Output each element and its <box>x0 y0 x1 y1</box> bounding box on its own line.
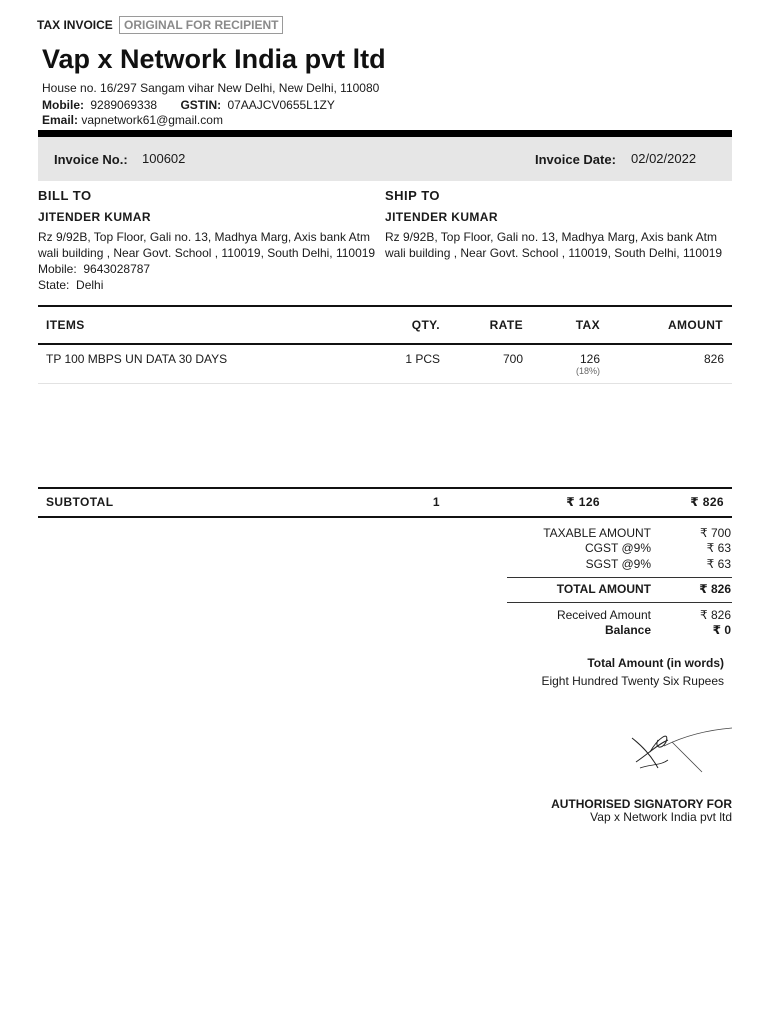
amount-in-words-label: Total Amount (in words) <box>587 656 724 670</box>
col-tax: TAX <box>575 318 600 332</box>
subtotal-amount: ₹ 826 <box>690 495 724 509</box>
items-header-rule <box>38 343 732 345</box>
received-amount: ₹ 826 <box>700 608 731 622</box>
taxable-amount-label: TAXABLE AMOUNT <box>543 526 651 540</box>
row-divider <box>38 383 732 384</box>
col-amount: AMOUNT <box>667 318 723 332</box>
total-amount-label: TOTAL AMOUNT <box>556 582 651 596</box>
doc-type: TAX INVOICE <box>37 18 113 32</box>
item-rate: 700 <box>502 352 523 366</box>
item-tax-rate: (18%) <box>575 366 600 376</box>
total-bottom-rule <box>507 602 732 603</box>
invoice-no-label: Invoice No.: <box>54 152 128 167</box>
ship-to-address-line2: wali building , Near Govt. School , 110019, South Delhi, 110019 <box>385 246 723 260</box>
ship-to-address-line1: Rz 9/92B, Top Floor, Gali no. 13, Madhya Marg, Axis bank Atm <box>385 230 717 244</box>
bill-to-heading: BILL TO <box>38 188 92 203</box>
subtotal-bottom-rule <box>38 516 732 518</box>
ship-to-address <box>385 229 730 261</box>
cgst-amount: ₹ 63 <box>706 541 731 555</box>
company-name: Vap x Network India pvt ltd <box>42 44 386 74</box>
balance-label: Balance <box>604 623 651 637</box>
bill-to-mobile-line <box>38 261 383 277</box>
total-amount: ₹ 826 <box>699 582 731 596</box>
copy-tag: ORIGINAL FOR RECIPIENT <box>119 16 283 34</box>
taxable-amount: ₹ 700 <box>700 526 731 540</box>
company-address: House no. 16/297 Sangam vihar New Delhi, New Delhi, 110080 <box>42 81 380 95</box>
sgst-amount: ₹ 63 <box>706 557 731 571</box>
ship-to-name: JITENDER KUMAR <box>385 210 498 224</box>
bill-to-address-line2: wali building , Near Govt. School , 110019, South Delhi, 110019 <box>38 246 376 260</box>
bill-to-address <box>38 229 383 293</box>
item-tax: 126 <box>579 352 600 366</box>
item-amount: 826 <box>703 352 724 366</box>
subtotal-qty: 1 <box>432 495 440 509</box>
company-gstin: 07AAJCV0655L1ZY <box>227 98 335 112</box>
bill-to-mobile-label: Mobile: <box>38 262 77 276</box>
signatory-label: AUTHORISED SIGNATORY FOR <box>551 797 732 811</box>
amount-in-words: Eight Hundred Twenty Six Rupees <box>541 674 724 688</box>
signature-image <box>628 724 734 776</box>
items-table-top-rule <box>38 305 732 307</box>
col-items: ITEMS <box>46 318 85 332</box>
email-label: Email: <box>42 113 79 127</box>
signatory-company: Vap x Network India pvt ltd <box>590 810 732 824</box>
subtotal-tax: ₹ 126 <box>566 495 600 509</box>
gstin-label: GSTIN: <box>180 98 222 112</box>
bill-to-name: JITENDER KUMAR <box>38 210 151 224</box>
company-contact-line <box>42 98 335 112</box>
header-divider <box>38 130 732 137</box>
invoice-date-label: Invoice Date: <box>535 152 616 167</box>
invoice-no: 100602 <box>142 151 186 166</box>
sgst-label: SGST @9% <box>585 557 651 571</box>
item-qty: 1 PCS <box>405 352 440 366</box>
item-name: TP 100 MBPS UN DATA 30 DAYS <box>46 352 228 366</box>
balance-amount: ₹ 0 <box>712 623 731 637</box>
bill-to-mobile: 9643028787 <box>83 262 151 276</box>
bill-to-state-line <box>38 277 383 293</box>
mobile-label: Mobile: <box>42 98 84 112</box>
company-email-line <box>42 113 223 127</box>
subtotal-top-rule <box>38 487 732 489</box>
bill-to-address-line1: Rz 9/92B, Top Floor, Gali no. 13, Madhya Marg, Axis bank Atm <box>38 230 370 244</box>
ship-to-heading: SHIP TO <box>385 188 441 203</box>
cgst-label: CGST @9% <box>585 541 651 555</box>
company-mobile: 9289069338 <box>90 98 158 112</box>
col-qty: QTY. <box>411 318 440 332</box>
total-top-rule <box>507 577 732 578</box>
invoice-date: 02/02/2022 <box>631 151 697 166</box>
bill-to-state-label: State: <box>38 278 70 292</box>
col-rate: RATE <box>489 318 523 332</box>
received-amount-label: Received Amount <box>556 608 651 622</box>
subtotal-label: SUBTOTAL <box>46 495 114 509</box>
company-email: vapnetwork61@gmail.com <box>81 113 223 127</box>
bill-to-state: Delhi <box>76 278 104 292</box>
